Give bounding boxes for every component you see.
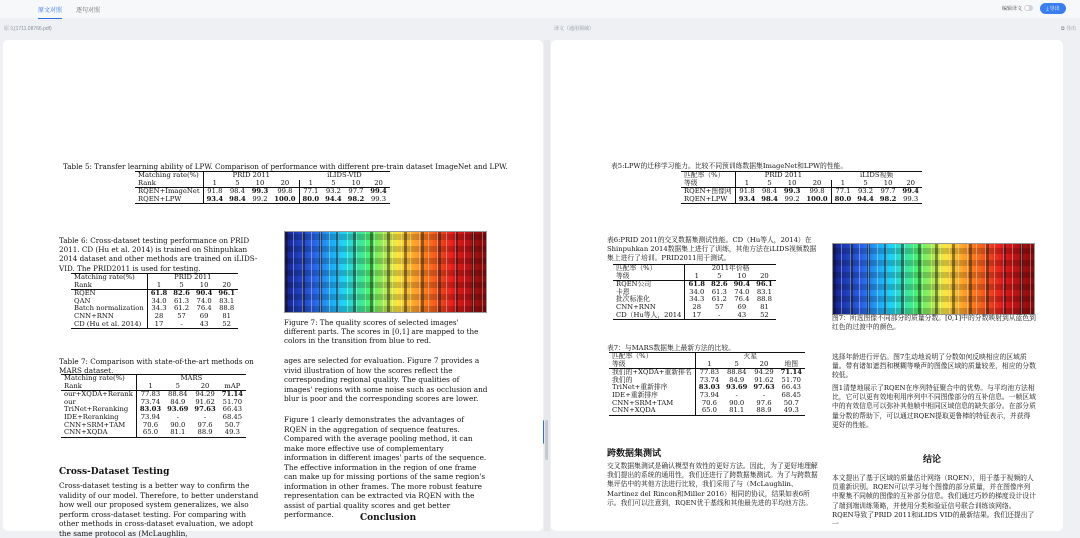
table-cell: 1 bbox=[203, 180, 226, 188]
table-cell: 50.7 bbox=[224, 420, 240, 429]
table-cell: 98.2 bbox=[877, 196, 900, 204]
table7-caption-zh: 表7：与MARS数据集上最新方法的比较。 bbox=[607, 344, 735, 352]
table-cell: 97.7 bbox=[348, 187, 364, 196]
row-label: RQEN公司 bbox=[613, 281, 685, 289]
export-button[interactable] bbox=[1040, 3, 1066, 14]
row-label: CD (Hu et al. 2014) bbox=[71, 321, 147, 329]
group-header: iLIDS-VID bbox=[299, 172, 390, 180]
table-cell: 5 bbox=[854, 180, 877, 188]
table-cell: 83.1 bbox=[756, 287, 772, 296]
row-label: RQEN+图像网 bbox=[681, 188, 735, 196]
copy-icon: ⧉ bbox=[1061, 26, 1065, 32]
table-cell: 97.7 bbox=[880, 187, 896, 196]
quality-heatmap-figure-zh bbox=[832, 243, 1035, 315]
table-cell: 20 bbox=[803, 180, 831, 188]
table-cell: 10 bbox=[249, 180, 272, 188]
paragraph-figure1: Figure 1 clearly demonstrates the advantages of RQEN in the aggregation of sequence features. Compared with the average pooling method, it can make more effective use of complementary information in different images' parts of the sequence. The effective information in the region of one frame can make up for missing portions of the same region's information in other frames. The more robust feature representation can be extracted via RQEN with the assist of partial quality scores and get better performance. bbox=[284, 415, 487, 519]
table-cell: 51.70 bbox=[781, 375, 802, 384]
table-row bbox=[613, 312, 776, 320]
table-cell: 20 bbox=[367, 180, 390, 188]
table-cell: 57 bbox=[177, 311, 186, 320]
table-cell: 34.3 bbox=[151, 304, 167, 313]
table-cell: 77.83 bbox=[140, 390, 161, 399]
row-label: IDE+Reranking bbox=[61, 414, 136, 422]
edit-toggle[interactable] bbox=[1024, 5, 1033, 11]
table-cell: 10 bbox=[877, 180, 900, 188]
table-cell: 93.4 bbox=[203, 196, 226, 204]
table-cell: 88.8 bbox=[219, 304, 235, 313]
table-cell: 1 bbox=[831, 180, 854, 188]
table-cell: 88.9 bbox=[750, 407, 777, 415]
table-cell: 81.1 bbox=[723, 407, 750, 415]
table-cell: 94.4 bbox=[854, 196, 877, 204]
table-cell: 84.9 bbox=[170, 397, 186, 406]
table-cell: 90.0 bbox=[729, 398, 745, 407]
table7 bbox=[61, 374, 246, 438]
group-header: MARS bbox=[136, 375, 246, 383]
group-header: 火星 bbox=[695, 353, 805, 361]
table-cell: 52 bbox=[215, 321, 238, 329]
table-cell: 66.43 bbox=[222, 405, 243, 414]
table-cell: 50.7 bbox=[783, 398, 799, 407]
table-cell: 61.3 bbox=[711, 287, 727, 296]
table-cell: 61.8 bbox=[688, 280, 706, 289]
table-cell: 100.0 bbox=[803, 196, 831, 204]
export-link-label: 导出 bbox=[1065, 26, 1076, 32]
pane-header bbox=[0, 22, 1080, 36]
table-cell: 70.6 bbox=[701, 398, 717, 407]
table-cell: 73.74 bbox=[699, 375, 720, 384]
table-cell: 94.4 bbox=[322, 196, 345, 204]
table7-zh bbox=[609, 352, 805, 416]
table-cell: 5 bbox=[322, 180, 345, 188]
table-cell: 81.1 bbox=[164, 429, 191, 437]
table-cell: 1 bbox=[147, 282, 170, 290]
table-cell: 97.63 bbox=[194, 405, 216, 414]
table-cell: 61.2 bbox=[173, 304, 190, 313]
table-cell: 73.94 bbox=[699, 390, 720, 399]
table-header-row bbox=[71, 274, 238, 282]
table-cell: 96.1 bbox=[218, 289, 235, 298]
table-cell: 20 bbox=[271, 180, 299, 188]
translated-document-pane[interactable] bbox=[551, 40, 1063, 531]
table-cell: - bbox=[762, 390, 766, 399]
table-cell: 10 bbox=[345, 180, 368, 188]
table-cell: 5 bbox=[708, 273, 731, 281]
row-label: 匹配率（%） bbox=[609, 353, 695, 361]
table-cell: 99.8 bbox=[803, 188, 831, 196]
table-cell: 68.45 bbox=[781, 390, 802, 399]
table7-caption: Table 7: Comparison with state-of-the-art methods on MARS dataset. bbox=[59, 357, 254, 376]
table-cell: 80.0 bbox=[831, 196, 854, 204]
row-label: RQEN+LPW bbox=[135, 196, 203, 204]
group-header: PRID 2011 bbox=[203, 172, 299, 180]
row-label: QAN bbox=[71, 298, 147, 306]
table-row bbox=[681, 196, 922, 204]
table-cell: 66.43 bbox=[781, 383, 802, 392]
row-label: 匹配率（%） bbox=[681, 172, 735, 180]
source-file-label: 原文(1711.08766.pdf) bbox=[4, 26, 52, 32]
table-cell: 91.62 bbox=[754, 375, 774, 384]
table-cell: 88.8 bbox=[756, 295, 772, 304]
group-header: PRID 2011 bbox=[147, 274, 238, 282]
table-cell: 5 bbox=[226, 180, 249, 188]
table-cell: 100.0 bbox=[271, 196, 299, 204]
table-cell: 91.8 bbox=[739, 187, 755, 196]
heading-cross-dataset: Cross-Dataset Testing bbox=[59, 467, 170, 477]
table-cell: 98.2 bbox=[345, 196, 368, 204]
table-cell: 5 bbox=[164, 383, 191, 391]
table-cell: 80.0 bbox=[299, 196, 322, 204]
row-label: Batch normalization bbox=[71, 305, 147, 313]
table-cell: 20 bbox=[753, 273, 776, 281]
group-header: iLIDS视频 bbox=[831, 172, 922, 180]
table-cell: 10 bbox=[781, 180, 804, 188]
table-cell: 10 bbox=[193, 282, 216, 290]
row-label: 等级 bbox=[681, 180, 735, 188]
row-label: 批次标准化 bbox=[613, 296, 685, 304]
figure7-caption: Figure 7: The quality scores of selected images' different parts. The scores in [0,1] are mapped to the colors in the transition from blue to red. bbox=[284, 318, 479, 346]
table-cell: 99.3 bbox=[251, 187, 269, 196]
table-cell: 61.2 bbox=[711, 295, 727, 304]
table-cell: 76.4 bbox=[734, 295, 750, 304]
table-row bbox=[71, 321, 238, 329]
row-label: CNN+RNN bbox=[71, 313, 147, 321]
figure7-caption-zh: 图7：所选图像不同部分的质量分数。[0,1]中的分数映射到从蓝色到红色的过渡中的颜色。 bbox=[832, 314, 1036, 332]
table-cell: 98.4 bbox=[226, 196, 249, 204]
table-cell: 68.45 bbox=[222, 412, 243, 421]
table-cell: 90.0 bbox=[170, 420, 186, 429]
table5-caption: Table 5: Transfer learning ability of LPW. Comparison of performance with different pre-train dataset ImageNet and LPW. bbox=[63, 162, 508, 171]
row-label: CNN+XQDA bbox=[609, 407, 695, 415]
table-cell: 51.70 bbox=[222, 397, 243, 406]
table-cell: 20 bbox=[750, 361, 777, 369]
original-document-pane[interactable] bbox=[3, 40, 543, 538]
row-label: RQEN+LPW bbox=[681, 196, 735, 204]
table-cell: 74.0 bbox=[734, 287, 750, 296]
table-cell: 93.4 bbox=[735, 196, 758, 204]
table5-caption-zh: 表5:LPW的迁移学习能力。比较不同预训练数据集ImageNet和LPW的性能。 bbox=[611, 162, 848, 170]
row-label: CNN+XQDA bbox=[61, 429, 136, 437]
table-row bbox=[61, 429, 246, 437]
table-cell: 73.74 bbox=[140, 397, 161, 406]
table-cell: 94.29 bbox=[195, 390, 215, 399]
table-cell: 28 bbox=[692, 302, 702, 311]
row-label: TriNet+重新排序 bbox=[609, 384, 695, 392]
table-cell: 57 bbox=[714, 302, 724, 311]
table-cell: 17 bbox=[147, 321, 170, 329]
row-label: Rank bbox=[71, 282, 147, 290]
table-cell: 20 bbox=[899, 180, 922, 188]
table-cell: 94.29 bbox=[754, 368, 774, 377]
table-cell: 97.63 bbox=[753, 383, 775, 392]
table-cell: 43 bbox=[193, 321, 216, 329]
table6-caption-zh: 表6:PRID 2011的交叉数据集测试性能。CD（Hu等人，2014）在Shinpuhkan 2014数据集上进行了训练，其他方法在iLIDS视频数据集上进行了培训。PRID2011用于测试。 bbox=[607, 236, 817, 263]
table-cell: 1 bbox=[695, 361, 723, 369]
table-header-row bbox=[61, 375, 246, 383]
table-cell: 1 bbox=[685, 273, 708, 281]
table-cell: 5 bbox=[723, 361, 750, 369]
table-cell: 99.3 bbox=[367, 196, 390, 204]
table-cell: 10 bbox=[731, 273, 754, 281]
group-header: 2011年价格 bbox=[685, 265, 776, 273]
table-cell: 43 bbox=[731, 312, 754, 320]
row-label: IDE+重新排序 bbox=[609, 392, 695, 400]
heatmap-grid-zh bbox=[833, 244, 1034, 314]
table-cell: 98.4 bbox=[758, 196, 781, 204]
table-cell: 93.2 bbox=[857, 187, 874, 196]
table-cell: 77.83 bbox=[699, 368, 720, 377]
table-cell: 71.14 bbox=[221, 390, 244, 399]
table-cell: 99.2 bbox=[249, 196, 272, 204]
table-cell: 20 bbox=[191, 383, 218, 391]
table-cell: 82.6 bbox=[711, 280, 728, 289]
table-cell: 99.4 bbox=[370, 187, 387, 196]
table-cell: 77.1 bbox=[303, 187, 319, 196]
heading-conclusion: Conclusion bbox=[360, 513, 417, 523]
row-label: RQEN+ImageNet bbox=[135, 188, 203, 196]
table-cell: 65.0 bbox=[136, 429, 164, 437]
row-label: Matching rate(%) bbox=[71, 274, 147, 282]
table-cell: 91.62 bbox=[195, 397, 215, 406]
row-label: 我们的+XQDA+重新排名 bbox=[609, 369, 695, 377]
row-label: TriNet+Reranking bbox=[61, 406, 136, 414]
table-cell: 34.0 bbox=[151, 296, 167, 305]
table-cell: 地图 bbox=[778, 361, 805, 369]
row-label: 等级 bbox=[609, 361, 695, 369]
table-cell: 17 bbox=[685, 312, 708, 320]
table-cell: - bbox=[170, 321, 193, 329]
table-cell: 28 bbox=[154, 311, 164, 320]
export-label: 导出 bbox=[1049, 6, 1060, 12]
table-cell: 69 bbox=[737, 302, 747, 311]
export-link[interactable] bbox=[1061, 25, 1076, 32]
table-cell: 74.0 bbox=[196, 296, 212, 305]
table-cell: 97.6 bbox=[197, 420, 213, 429]
paragraph-cross-dataset-zh: 交叉数据集测试是确认模型有效性的更好方法。因此，为了更好地理解我们提出的系统的通用性，我们还进行了跨数据集测试。为了与跨数据集评估中的其他方法进行比较，我们采用了与（McLaughlin、Martinez del Rincon和Miller 2016）相同的协议，结果如表6所示。我们可以注意到，RQEN优于基线和其他最先进的平均池方法。 bbox=[607, 462, 818, 507]
table-cell: 99.8 bbox=[271, 188, 299, 196]
row-label: 匹配率（%） bbox=[613, 265, 685, 273]
table-cell: 1 bbox=[299, 180, 322, 188]
tab-original-compare[interactable]: 原文对照 bbox=[38, 5, 62, 14]
scrollbar[interactable] bbox=[544, 40, 550, 531]
table-cell: 52 bbox=[753, 312, 776, 320]
table-cell: 76.4 bbox=[196, 304, 212, 313]
table-cell: 5 bbox=[758, 180, 781, 188]
table-cell: 61.3 bbox=[173, 296, 190, 305]
table-cell: 49.3 bbox=[778, 407, 805, 415]
row-label: CNN+SRM+TAM bbox=[61, 422, 136, 430]
table-cell: 99.2 bbox=[781, 196, 804, 204]
quality-heatmap-figure bbox=[284, 231, 487, 313]
table-cell: 99.4 bbox=[902, 187, 919, 196]
table-cell: 91.8 bbox=[207, 187, 223, 196]
table-cell: 83.03 bbox=[698, 383, 721, 392]
table-cell: 77.1 bbox=[835, 187, 851, 196]
heading-conclusion-zh: 结论 bbox=[923, 455, 942, 465]
row-label: 等级 bbox=[613, 273, 685, 281]
table-cell: - bbox=[735, 390, 738, 399]
table-cell: 99.3 bbox=[899, 196, 922, 204]
table-cell: - bbox=[203, 412, 207, 421]
table6-zh bbox=[613, 264, 776, 320]
table-cell: 88.84 bbox=[168, 390, 188, 399]
table-cell: 34.3 bbox=[689, 295, 705, 304]
table-cell: 49.3 bbox=[219, 429, 246, 437]
paragraph-cross-dataset: Cross-dataset testing is a better way to confirm the validity of our model. Therefore, to better understand how well our proposed system generalizes, we also perform cross-dataset testing. For comparing with other methods in cross-dataset evaluation, we adopt the same protocol as (McLaughlin, bbox=[59, 481, 259, 538]
table-cell: 93.69 bbox=[726, 383, 748, 392]
table-cell: 34.0 bbox=[689, 287, 705, 296]
table-cell: 93.69 bbox=[167, 405, 189, 414]
table-cell: 88.84 bbox=[726, 368, 747, 377]
table-cell: mAP bbox=[219, 383, 246, 391]
row-label: CNN+RNN bbox=[613, 304, 685, 312]
table-cell: 83.1 bbox=[219, 296, 235, 305]
table-cell: 90.4 bbox=[733, 280, 751, 289]
table-row bbox=[609, 407, 805, 415]
table-cell: 73.94 bbox=[140, 412, 161, 421]
scroll-thumb[interactable] bbox=[545, 420, 548, 460]
table-cell: 98.4 bbox=[761, 187, 778, 196]
table-cell: 88.9 bbox=[191, 429, 218, 437]
translation-domain-label[interactable]: 译文（通用领域） bbox=[554, 26, 595, 32]
table6-caption: Table 6: Cross-dataset testing performance on PRID 2011. CD (Hu et al. 2014) is trained on Shinpuhkan 2014 dataset and other methods are trained on iLIDS-VID. The PRID2011 is used for testing. bbox=[59, 236, 258, 273]
table-cell: 81 bbox=[222, 311, 231, 320]
table-cell: 99.3 bbox=[783, 187, 801, 196]
table-cell: 98.4 bbox=[229, 187, 245, 196]
table-cell: 84.9 bbox=[729, 375, 745, 384]
row-label: CNN+SRM+TAM bbox=[609, 400, 695, 408]
table-row bbox=[135, 196, 390, 204]
row-label: Rank bbox=[61, 383, 136, 391]
table-cell: 83.03 bbox=[139, 405, 162, 414]
row-label: CD（Hu等人，2014 bbox=[613, 312, 685, 320]
tab-sentence-compare[interactable]: 逐句对照 bbox=[76, 7, 101, 14]
row-label: RQEN bbox=[71, 290, 147, 298]
table-cell: 97.6 bbox=[756, 398, 772, 407]
row-label: our bbox=[61, 399, 136, 407]
paragraph-conclusion-zh: 本文提出了基于区域的质量估计网络（RQEN），用于基于视频的人员重新识别。RQEN可以学习每个图像的部分质量，并在图像序列中聚集不同帧的图像的互补部分信息。我们通过巧妙的梯度设计设计了端到端训练策略，并使用分类和验证信号联合训练该网络。RQEN导致了PRID 2011和iLIDS VID的最新结果。我们还提出了一 bbox=[832, 474, 1036, 529]
row-label: Matching rate(%) bbox=[61, 375, 136, 383]
table-cell: 71.14 bbox=[780, 368, 802, 377]
download-icon: ⤓ bbox=[1046, 5, 1049, 12]
table-cell: 96.1 bbox=[756, 280, 773, 289]
edit-translation-label: 编辑译文 bbox=[1001, 6, 1022, 12]
heading-cross-dataset-zh: 跨数据集测试 bbox=[607, 449, 662, 459]
table5 bbox=[135, 171, 390, 204]
table-cell: 5 bbox=[170, 282, 193, 290]
table-cell: 82.6 bbox=[173, 289, 190, 298]
row-label: our+XQDA+Rerank bbox=[61, 391, 136, 399]
table-cell: 90.4 bbox=[195, 289, 213, 298]
table5-zh bbox=[681, 171, 922, 204]
table-cell: 70.6 bbox=[142, 420, 159, 429]
table-cell: 61.8 bbox=[150, 289, 168, 298]
table-cell: 1 bbox=[136, 383, 164, 391]
table-cell: 93.2 bbox=[325, 187, 341, 196]
row-label: Matching rate(%) bbox=[135, 172, 203, 180]
top-toolbar bbox=[0, 0, 1080, 18]
table-cell: 20 bbox=[215, 282, 238, 290]
table-cell: 69 bbox=[199, 311, 209, 320]
paragraph-evaluation-zh: 选择年龄进行评估。图7生动地说明了分数如何反映相应的区域质量。带有诸如遮挡和模糊等噪声的图像区域的质量较差，相应的分数较低。 bbox=[832, 353, 1036, 380]
table-cell: 65.0 bbox=[695, 407, 723, 415]
row-label: Rank bbox=[135, 180, 203, 188]
table-cell: - bbox=[176, 412, 179, 421]
table-cell: 81 bbox=[760, 302, 769, 311]
heatmap-grid bbox=[285, 232, 486, 312]
table-cell: 1 bbox=[735, 180, 758, 188]
row-label: 我们的 bbox=[609, 377, 695, 385]
table6 bbox=[71, 273, 238, 329]
table-cell: - bbox=[708, 312, 731, 320]
paragraph-evaluation: ages are selected for evaluation. Figure 7 provides a vivid illustration of how the scores reflect the corresponding regional quality. The qualities of images' regions with some noise such as occlusion and blur is poor and the corresponding scores are lower. bbox=[284, 356, 488, 403]
row-label: 卡恩 bbox=[613, 289, 685, 297]
group-header: PRID 2011 bbox=[735, 172, 831, 180]
paragraph-figure1-zh: 图1清楚地展示了RQEN在序列特征聚合中的优势。与平均池方法相比，它可以更有效地利用序列中不同图像部分的互补信息。一帧区域中的有效信息可以弥补其他帧中相同区域信息的缺失部分。在部分质量分数的帮助下，可以通过RQEN提取更鲁棒的特征表示，并获得更好的性能。 bbox=[832, 384, 1036, 429]
